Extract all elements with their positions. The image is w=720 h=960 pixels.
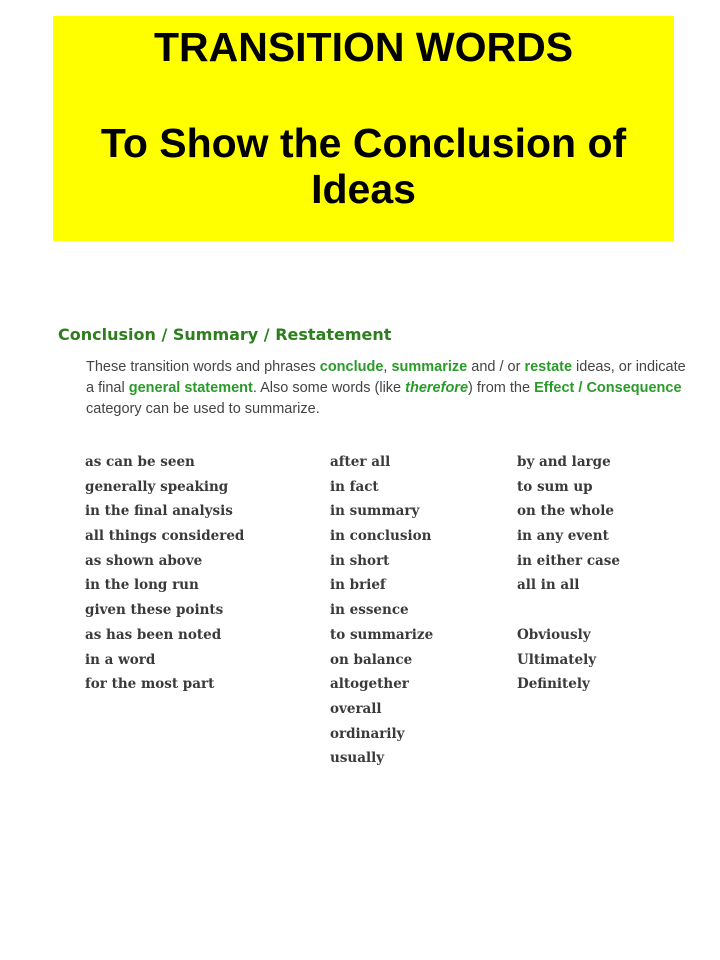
list-item: all in all xyxy=(517,577,580,594)
list-item: ordinarily xyxy=(330,725,405,742)
desc-text: These transition words and phrases xyxy=(86,359,320,375)
list-item: by and large xyxy=(517,454,611,470)
desc-text: . Also some words (like xyxy=(252,380,406,396)
list-item: as shown above xyxy=(85,552,203,569)
list-item: all things considered xyxy=(85,528,245,545)
desc-text: ) from the xyxy=(468,380,535,396)
desc-text: category can be used to summarize. xyxy=(86,401,320,417)
list-item: to summarize xyxy=(330,626,434,643)
desc-highlight-effect-consequence: Effect / Consequence xyxy=(534,380,682,396)
banner-subtitle-line1: To Show the Conclusion of xyxy=(100,120,627,166)
list-item: in conclusion xyxy=(330,528,432,545)
desc-highlight-therefore: therefore xyxy=(405,380,469,396)
desc-text: , xyxy=(383,359,392,375)
list-item: generally speaking xyxy=(85,478,229,495)
list-item: given these points xyxy=(85,602,224,619)
list-item: Obviously xyxy=(517,626,591,643)
word-list-column-1 xyxy=(85,450,244,697)
list-item-spacer xyxy=(517,598,620,623)
desc-highlight-restate: restate xyxy=(524,359,573,375)
list-item: in brief xyxy=(330,577,386,594)
list-item: Ultimately xyxy=(517,651,597,668)
list-item: overall xyxy=(330,700,382,717)
word-list-column-3 xyxy=(517,450,620,697)
list-item: altogether xyxy=(330,676,409,693)
list-item: for the most part xyxy=(85,676,215,693)
list-item: in essence xyxy=(330,602,409,619)
list-item: in short xyxy=(330,552,390,569)
section-heading: Conclusion / Summary / Restatement xyxy=(58,325,392,344)
list-item: in either case xyxy=(517,552,620,569)
desc-text: and / or xyxy=(467,359,525,375)
list-item: after all xyxy=(330,454,391,470)
list-item: in any event xyxy=(517,528,609,545)
banner-subtitle xyxy=(53,120,674,212)
banner-title: TRANSITION WORDS xyxy=(153,24,574,70)
list-item: as can be seen xyxy=(85,454,195,470)
list-item: in fact xyxy=(330,478,379,495)
list-item: as has been noted xyxy=(85,626,222,643)
list-item: usually xyxy=(330,750,385,767)
list-item: to sum up xyxy=(517,478,593,495)
desc-highlight-summarize: summarize xyxy=(391,359,468,375)
list-item: on balance xyxy=(330,651,413,668)
section-description xyxy=(86,357,686,420)
title-banner xyxy=(53,16,674,241)
list-item: on the whole xyxy=(517,503,615,520)
list-item: in summary xyxy=(330,503,420,520)
desc-text: ideas, or indicate a final xyxy=(86,359,686,396)
list-item: Definitely xyxy=(517,676,590,693)
desc-highlight-general-statement: general statement xyxy=(128,380,253,396)
list-item: in a word xyxy=(85,651,156,668)
banner-subtitle-line2: Ideas xyxy=(311,166,416,212)
list-item: in the long run xyxy=(85,577,199,594)
list-item: in the final analysis xyxy=(85,503,233,520)
word-list-column-2 xyxy=(330,450,433,771)
desc-highlight-conclude: conclude xyxy=(319,359,384,375)
